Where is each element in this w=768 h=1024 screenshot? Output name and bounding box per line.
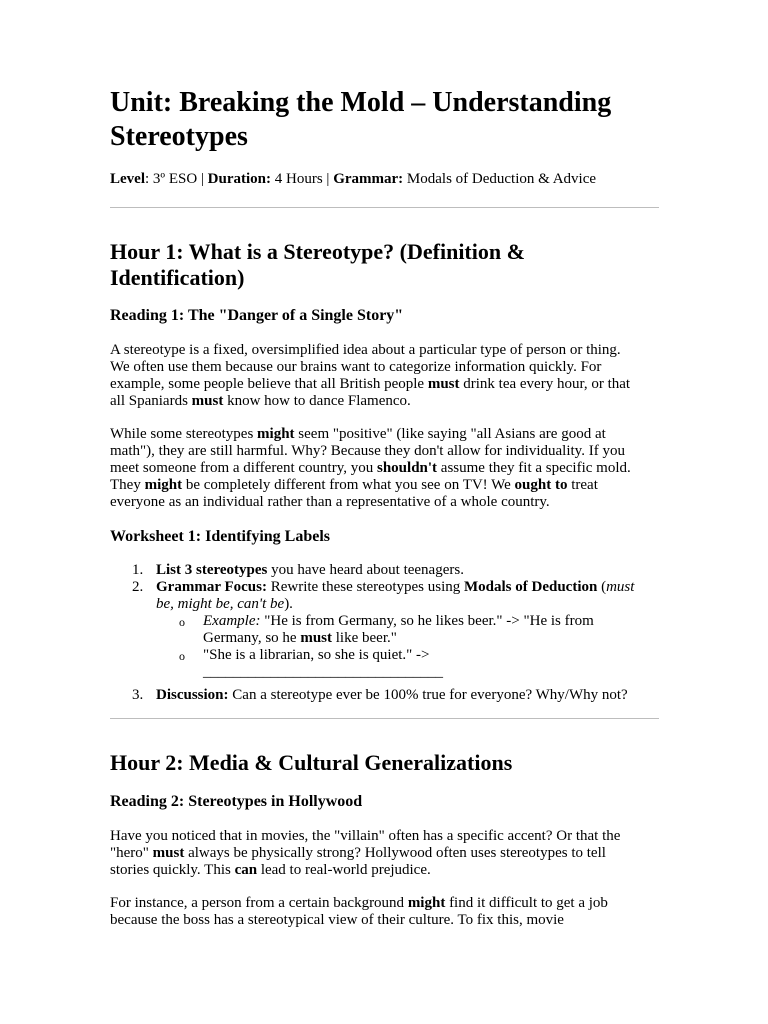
text-run: always be physically strong? Hollywood often uses stereotypes to tell: [184, 845, 606, 861]
text-line: because the boss has a stereotypical view of their culture. To fix this, movie: [110, 912, 564, 928]
text-run: all Spaniards: [110, 393, 192, 409]
text-run: Germany, so he: [203, 630, 301, 646]
modal-emphasis: might: [407, 895, 446, 911]
reading1-paragraph-2: [110, 426, 659, 511]
text-run: like beer.": [332, 630, 397, 646]
modal-example: must: [606, 579, 635, 595]
duration-value: 4 Hours |: [271, 171, 334, 187]
grammar-value: Modals of Deduction & Advice: [403, 171, 597, 187]
reading2-paragraph-2: [110, 895, 659, 929]
modal-emphasis: shouldn't: [377, 460, 438, 476]
text-line: We often use them because our brains want to categorize information quickly. For: [110, 359, 602, 375]
text-run: Rewrite these stereotypes using: [266, 579, 464, 595]
divider: [110, 207, 659, 208]
text-run: ).: [284, 596, 293, 612]
grammar-term: Modals of Deduction: [464, 579, 598, 595]
text-line: [110, 460, 659, 477]
level-value: : 3º ESO |: [145, 171, 208, 187]
text-line: [110, 393, 659, 410]
text-run: Can a stereotype ever be 100% true for everyone? Why/Why not?: [228, 687, 628, 703]
modal-emphasis: must: [191, 393, 224, 409]
text-line: [156, 687, 659, 704]
text-line: Have you noticed that in movies, the "villain" often has a specific accent? Or that the: [110, 828, 621, 844]
page-title: Unit: Breaking the Mold – Understanding Stereotypes: [110, 87, 612, 152]
text-run: find it difficult to get a job: [445, 895, 608, 911]
text-run: meet someone from a different country, you: [110, 460, 377, 476]
answer-blank: ________________________________: [203, 664, 443, 680]
hour2-heading: Hour 2: Media & Cultural Generalizations: [110, 750, 513, 775]
level-label: Level: [110, 171, 145, 187]
item-number: 1.: [132, 562, 144, 578]
divider: [110, 718, 659, 719]
text-line: [110, 477, 659, 494]
sub-item-exercise: [156, 647, 659, 681]
text-line: [110, 376, 659, 393]
text-run: you have heard about teenagers.: [267, 562, 464, 578]
modal-emphasis: might: [257, 426, 295, 442]
worksheet-sublist: [156, 613, 659, 681]
text-run: assume they fit a specific mold.: [437, 460, 631, 476]
text-run: (: [597, 579, 607, 595]
text-run: know how to dance Flamenco.: [223, 393, 411, 409]
item-label: Discussion:: [156, 687, 229, 703]
text-run: They: [110, 477, 145, 493]
grammar-label: Grammar:: [333, 171, 404, 187]
text-line: math"), they are still harmful. Why? Because they don't allow for individuality. If you: [110, 443, 625, 459]
worksheet1-heading: Worksheet 1: Identifying Labels: [110, 528, 331, 545]
text-line: [110, 426, 659, 443]
reading2-paragraph-1: [110, 828, 659, 879]
text-run: example, some people believe that all British people: [110, 376, 428, 392]
item-number: 2.: [132, 579, 144, 595]
unit-meta: [110, 170, 596, 188]
text-run: "He is from Germany, so he likes beer." -> "He is from: [260, 613, 594, 629]
example-label: Example:: [203, 613, 261, 629]
text-run: treat: [567, 477, 598, 493]
text-run: "hero": [110, 845, 153, 861]
text-line: [110, 845, 659, 862]
worksheet1-list: [110, 562, 659, 704]
item-label: List 3 stereotypes: [156, 562, 268, 578]
worksheet-item-1: [110, 562, 659, 579]
text-line: "She is a librarian, so she is quiet." ->: [203, 647, 430, 663]
reading2-heading: Reading 2: Stereotypes in Hollywood: [110, 793, 363, 810]
text-run: lead to real-world prejudice.: [257, 862, 431, 878]
text-run: While some stereotypes: [110, 426, 258, 442]
text-run: seem "positive" (like saying "all Asians are good at: [294, 426, 606, 442]
text-line: [156, 562, 659, 579]
modal-emphasis: must: [152, 845, 185, 861]
sub-item-example: [156, 613, 659, 647]
modal-emphasis: must: [427, 376, 460, 392]
modal-example: be, might be, can't be: [156, 596, 285, 612]
text-line: [156, 596, 659, 613]
text-line: everyone as an individual rather than a representative of a whole country.: [110, 494, 550, 510]
text-line: [203, 613, 659, 630]
text-run: drink tea every hour, or that: [459, 376, 631, 392]
text-line: A stereotype is a fixed, oversimplified idea about a particular type of person or thing.: [110, 342, 621, 358]
text-line: [110, 862, 659, 879]
reading1-paragraph-1: [110, 342, 659, 410]
worksheet-item-2: [110, 579, 659, 681]
item-label: Grammar Focus:: [156, 579, 267, 595]
duration-label: Duration:: [207, 171, 272, 187]
text-line: [110, 895, 659, 912]
text-line: [203, 630, 659, 647]
bullet-icon: o: [179, 615, 185, 629]
text-run: stories quickly. This: [110, 862, 235, 878]
modal-emphasis: can: [234, 862, 258, 878]
modal-emphasis: ought to: [514, 477, 568, 493]
text-run: For instance, a person from a certain background: [110, 895, 408, 911]
text-run: be completely different from what you see on TV! We: [182, 477, 515, 493]
text-line: [156, 579, 659, 596]
hour1-heading: Hour 1: What is a Stereotype? (Definition & Identification): [110, 239, 525, 290]
modal-emphasis: might: [144, 477, 183, 493]
modal-emphasis: must: [300, 630, 333, 646]
item-number: 3.: [132, 687, 144, 703]
worksheet-item-3: [110, 687, 659, 704]
bullet-icon: o: [179, 649, 185, 663]
reading1-heading: Reading 1: The "Danger of a Single Story": [110, 307, 404, 324]
